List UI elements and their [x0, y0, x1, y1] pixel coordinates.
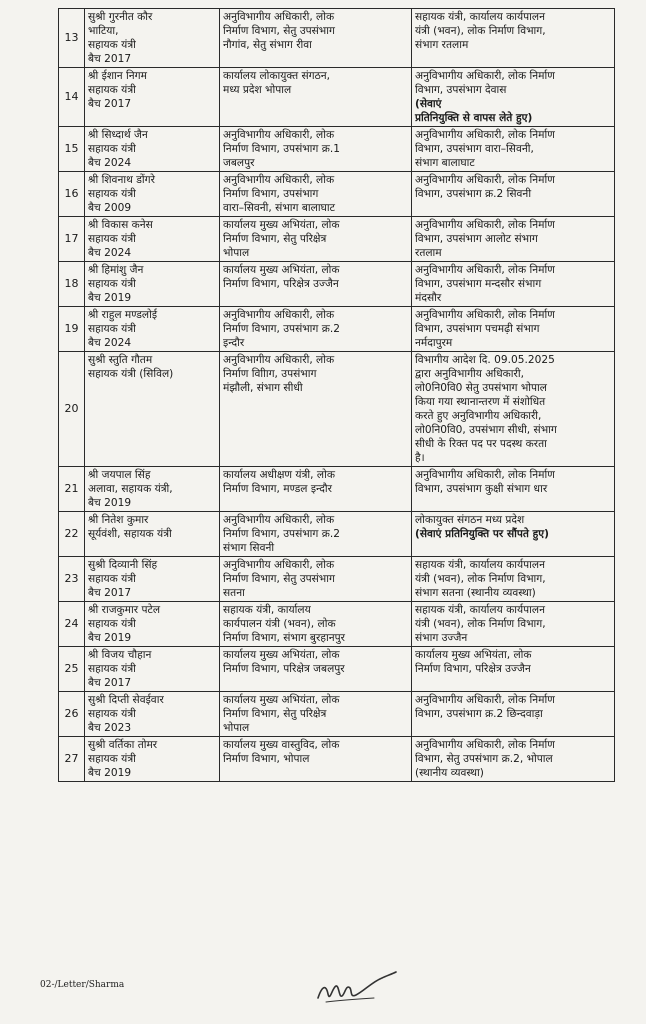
table-row [59, 737, 615, 782]
current-posting-cell [220, 217, 412, 262]
current-posting-cell [220, 647, 412, 692]
new-posting-cell-line: लो0नि0वि0 सेतु उपसंभाग भोपाल [415, 382, 547, 394]
current-posting-cell [220, 307, 412, 352]
current-posting-cell-line: अनुविभागीय अधिकारी, लोक [223, 559, 335, 571]
table-body [59, 9, 615, 782]
new-posting-cell-line: कार्यालय मुख्य अभियंता, लोक [415, 649, 532, 661]
current-posting-cell-line: निर्माण विभाग, सेतु उपसंभाग [223, 573, 335, 585]
new-posting-cell-line: किया गया स्थानान्तरण में संशोधित [415, 396, 546, 408]
new-posting-cell-line: सीधी के रिक्त पद पर पदस्थ करता [415, 438, 547, 450]
current-posting-cell-line: निर्माण विाीाग, उपसंभाग [223, 368, 317, 380]
new-posting-cell-line: यंत्री (भवन), लोक निर्माण विभाग, [415, 618, 546, 630]
current-posting-cell-line: निर्माण विभाग, संभाग बुरहानपुर [223, 632, 345, 644]
table-row [59, 9, 615, 68]
officer-name-cell-line: श्री विजय चौहान [88, 649, 152, 661]
table-row [59, 512, 615, 557]
officer-name-cell [85, 557, 220, 602]
new-posting-cell-line: निर्माण विभाग, परिक्षेत्र उज्जैन [415, 663, 531, 675]
serial-number: 19 [59, 307, 85, 352]
current-posting-cell-line: निर्माण विभाग, सेतु उपसंभाग [223, 25, 335, 37]
officer-name-cell [85, 217, 220, 262]
current-posting-cell-line: कार्यालय अधीक्षण यंत्री, लोक [223, 469, 335, 481]
new-posting-cell [412, 737, 615, 782]
current-posting-cell-line: कार्यालय मुख्य अभियंता, लोक [223, 694, 340, 706]
officer-name-cell [85, 307, 220, 352]
new-posting-cell-line: सहायक यंत्री, कार्यालय कार्यपालन [415, 604, 545, 616]
officer-name-cell-line: भाटिया, [88, 25, 119, 37]
officer-name-cell-line: सहायक यंत्री [88, 84, 136, 96]
officer-name-cell-line: श्री नितेश कुमार [88, 514, 149, 526]
current-posting-cell-line: जबलपुर [223, 157, 255, 169]
officer-name-cell [85, 9, 220, 68]
transfer-order-table [58, 8, 615, 782]
officer-name-cell-line: बैच 2024 [88, 337, 132, 349]
new-posting-cell [412, 602, 615, 647]
deputation-note: (सेवाएं [415, 98, 442, 110]
current-posting-cell-line: कार्यालय मुख्य वास्तुविद, लोक [223, 739, 340, 751]
table-row [59, 307, 615, 352]
new-posting-cell-line: अनुविभागीय अधिकारी, लोक निर्माण [415, 129, 555, 141]
new-posting-cell-line: करते हुए अनुविभागीय अधिकारी, [415, 410, 542, 422]
officer-name-cell-line: सहायक यंत्री [88, 323, 136, 335]
officer-name-cell-line: सहायक यंत्री [88, 708, 136, 720]
serial-number: 25 [59, 647, 85, 692]
serial-number: 15 [59, 127, 85, 172]
new-posting-cell-line: द्वारा अनुविभागीय अधिकारी, [415, 368, 524, 380]
officer-name-cell-line: सहायक यंत्री [88, 233, 136, 245]
new-posting-cell-line: संभाग बालाघाट [415, 157, 475, 169]
current-posting-cell-line: अनुविभागीय अधिकारी, लोक [223, 514, 335, 526]
serial-number: 13 [59, 9, 85, 68]
current-posting-cell-line: कार्यपालन यंत्री (भवन), लोक [223, 618, 336, 630]
new-posting-cell-line: विभाग, उपसंभाग क्र.2 सिवनी [415, 188, 532, 200]
serial-number: 14 [59, 68, 85, 127]
officer-name-cell-line: सहायक यंत्री [88, 618, 136, 630]
new-posting-cell-line: अनुविभागीय अधिकारी, लोक निर्माण [415, 70, 555, 82]
officer-name-cell-line: बैच 2009 [88, 202, 132, 214]
table-row [59, 217, 615, 262]
current-posting-cell-line: कार्यालय मुख्य अभियंता, लोक [223, 649, 340, 661]
officer-name-cell-line: बैच 2024 [88, 157, 132, 169]
new-posting-cell-line: नर्मदापुरम [415, 337, 453, 349]
new-posting-cell-line: अनुविभागीय अधिकारी, लोक निर्माण [415, 174, 555, 186]
officer-name-cell-line: अलावा, सहायक यंत्री, [88, 483, 173, 495]
officer-name-cell-line: सहायक यंत्री [88, 663, 136, 675]
current-posting-cell-line: भोपाल [223, 722, 250, 734]
serial-number: 21 [59, 467, 85, 512]
new-posting-cell-line: संभाग उज्जैन [415, 632, 468, 644]
current-posting-cell-line: निर्माण विभाग, भोपाल [223, 753, 310, 765]
officer-name-cell-line: बैच 2017 [88, 587, 132, 599]
officer-name-cell-line: सहायक यंत्री [88, 753, 136, 765]
new-posting-cell-line: विभाग, उपसंभाग आलोट संभाग [415, 233, 538, 245]
new-posting-cell-line: विभागीय आदेश दि. 09.05.2025 [415, 354, 555, 366]
current-posting-cell [220, 127, 412, 172]
current-posting-cell [220, 68, 412, 127]
officer-name-cell-line: सहायक यंत्री [88, 39, 136, 51]
officer-name-cell-line: बैच 2017 [88, 677, 132, 689]
officer-name-cell-line: सुश्री स्तुति गौतम [88, 354, 153, 366]
officer-name-cell-line: सहायक यंत्री [88, 573, 136, 585]
current-posting-cell-line: कार्यालय लोकायुक्त संगठन, [223, 70, 331, 82]
officer-name-cell-line: श्री शिवनाथ डोंगरे [88, 174, 155, 186]
current-posting-cell-line: निर्माण विभाग, परिक्षेत्र उज्जैन [223, 278, 339, 290]
new-posting-cell-line: है। [415, 452, 425, 464]
table-row [59, 127, 615, 172]
current-posting-cell-line: निर्माण विभाग, उपसंभाग क्र.1 [223, 143, 341, 155]
serial-number: 16 [59, 172, 85, 217]
current-posting-cell-line: अनुविभागीय अधिकारी, लोक [223, 354, 335, 366]
table-row [59, 602, 615, 647]
officer-name-cell [85, 737, 220, 782]
officer-name-cell-line: श्री राहुल मण्डलोई [88, 309, 158, 321]
new-posting-cell-line: अनुविभागीय अधिकारी, लोक निर्माण [415, 309, 555, 321]
current-posting-cell [220, 512, 412, 557]
officer-name-cell-line: सूर्यवंशी, सहायक यंत्री [88, 528, 172, 540]
officer-name-cell-line: बैच 2019 [88, 292, 132, 304]
new-posting-cell-line: विभाग, सेतु उपसंभाग क्र.2, भोपाल [415, 753, 553, 765]
current-posting-cell-line: अनुविभागीय अधिकारी, लोक [223, 129, 335, 141]
officer-name-cell-line: श्री हिमांशु जैन [88, 264, 144, 276]
signature-image [312, 968, 398, 1016]
officer-name-cell-line: बैच 2024 [88, 247, 132, 259]
deputation-note: (सेवाएं प्रतिनियुक्ति पर सौंपते हुए) [415, 528, 549, 540]
serial-number: 23 [59, 557, 85, 602]
new-posting-cell-line: अनुविभागीय अधिकारी, लोक निर्माण [415, 219, 555, 231]
new-posting-cell-line: यंत्री (भवन), लोक निर्माण विभाग, [415, 573, 546, 585]
table-row [59, 172, 615, 217]
new-posting-cell-line: संभाग सतना (स्थानीय व्यवस्था) [415, 587, 536, 599]
serial-number: 22 [59, 512, 85, 557]
officer-name-cell-line: सुश्री दिप्ती सेवईवार [88, 694, 164, 706]
new-posting-cell-line: लो0नि0वि0, उपसंभाग सीधी, संभाग [415, 424, 557, 436]
new-posting-cell [412, 352, 615, 467]
officer-name-cell-line: सुश्री गुरनीत कौर [88, 11, 153, 23]
current-posting-cell [220, 692, 412, 737]
serial-number: 27 [59, 737, 85, 782]
current-posting-cell [220, 262, 412, 307]
new-posting-cell-line: विभाग, उपसंभाग वारा–सिवनी, [415, 143, 534, 155]
current-posting-cell-line: भोपाल [223, 247, 250, 259]
officer-name-cell-line: सुश्री वर्तिका तोमर [88, 739, 158, 751]
current-posting-cell-line: निर्माण विभाग, सेतु परिक्षेत्र [223, 233, 327, 245]
current-posting-cell-line: कार्यालय मुख्य अभियंता, लोक [223, 264, 340, 276]
officer-name-cell-line: श्री राजकुमार पटेल [88, 604, 161, 616]
serial-number: 20 [59, 352, 85, 467]
new-posting-cell-line: विभाग, उपसंभाग क्र.2 छिन्दवाड़ा [415, 708, 543, 720]
current-posting-cell-line: सहायक यंत्री, कार्यालय [223, 604, 311, 616]
new-posting-cell [412, 68, 615, 127]
new-posting-cell-line: विभाग, उपसंभाग कुक्षी संभाग धार [415, 483, 548, 495]
officer-name-cell [85, 692, 220, 737]
new-posting-cell-line: विभाग, उपसंभाग पचमढ़ी संभाग [415, 323, 540, 335]
current-posting-cell-line: संभाग सिवनी [223, 542, 275, 554]
officer-name-cell-line: बैच 2019 [88, 632, 132, 644]
table-row [59, 692, 615, 737]
new-posting-cell-line: संभाग रतलाम [415, 39, 469, 51]
officer-name-cell-line: श्री ईशान निगम [88, 70, 147, 82]
current-posting-cell-line: निर्माण विभाग, मण्डल इन्दौर [223, 483, 333, 495]
current-posting-cell-line: कार्यालय मुख्य अभियंता, लोक [223, 219, 340, 231]
new-posting-cell-line: विभाग, उपसंभाग मन्दसौर संभाग [415, 278, 542, 290]
officer-name-cell-line: सहायक यंत्री (सिविल) [88, 368, 174, 380]
current-posting-cell [220, 602, 412, 647]
new-posting-cell-line: अनुविभागीय अधिकारी, लोक निर्माण [415, 264, 555, 276]
new-posting-cell-line: (स्थानीय व्यवस्था) [415, 767, 484, 779]
current-posting-cell-line: निर्माण विभाग, उपसंभाग [223, 188, 319, 200]
current-posting-cell [220, 9, 412, 68]
serial-number: 18 [59, 262, 85, 307]
new-posting-cell-line: अनुविभागीय अधिकारी, लोक निर्माण [415, 739, 555, 751]
officer-name-cell-line: श्री सिध्दार्थ जैन [88, 129, 148, 141]
officer-name-cell-line: बैच 2023 [88, 722, 132, 734]
current-posting-cell-line: निर्माण विभाग, उपसंभाग क्र.2 [223, 528, 341, 540]
new-posting-cell-line: लोकायुक्त संगठन मध्य प्रदेश [415, 514, 525, 526]
current-posting-cell-line: निर्माण विभाग, उपसंभाग क्र.2 [223, 323, 341, 335]
officer-name-cell-line: सहायक यंत्री [88, 188, 136, 200]
officer-name-cell [85, 172, 220, 217]
officer-name-cell [85, 127, 220, 172]
serial-number: 26 [59, 692, 85, 737]
table-row [59, 262, 615, 307]
current-posting-cell-line: मंझौली, संभाग सीधी [223, 382, 303, 394]
new-posting-cell-line: विभाग, उपसंभाग देवास [415, 84, 507, 96]
table-row [59, 352, 615, 467]
serial-number: 17 [59, 217, 85, 262]
current-posting-cell [220, 172, 412, 217]
new-posting-cell-line: मंदसौर [415, 292, 442, 304]
officer-name-cell [85, 512, 220, 557]
new-posting-cell-line: सहायक यंत्री, कार्यालय कार्यपालन [415, 11, 545, 23]
officer-name-cell [85, 467, 220, 512]
new-posting-cell [412, 557, 615, 602]
new-posting-cell-line: रतलाम [415, 247, 442, 259]
officer-name-cell [85, 647, 220, 692]
new-posting-cell [412, 217, 615, 262]
current-posting-cell-line: इन्दौर [223, 337, 245, 349]
officer-name-cell-line: बैच 2017 [88, 98, 132, 110]
deputation-note: प्रतिनियुक्ति से वापस लेते हुए) [415, 112, 533, 124]
officer-name-cell-line: बैच 2017 [88, 53, 132, 65]
current-posting-cell-line: निर्माण विभाग, परिक्षेत्र जबलपुर [223, 663, 345, 675]
current-posting-cell-line: अनुविभागीय अधिकारी, लोक [223, 309, 335, 321]
officer-name-cell [85, 68, 220, 127]
current-posting-cell-line: अनुविभागीय अधिकारी, लोक [223, 174, 335, 186]
officer-name-cell [85, 352, 220, 467]
new-posting-cell [412, 307, 615, 352]
officer-name-cell-line: सहायक यंत्री [88, 143, 136, 155]
new-posting-cell [412, 512, 615, 557]
current-posting-cell [220, 467, 412, 512]
new-posting-cell-line: सहायक यंत्री, कार्यालय कार्यपालन [415, 559, 545, 571]
current-posting-cell-line: निर्माण विभाग, सेतु परिक्षेत्र [223, 708, 327, 720]
officer-name-cell-line: बैच 2019 [88, 767, 132, 779]
new-posting-cell-line: यंत्री (भवन), लोक निर्माण विभाग, [415, 25, 546, 37]
officer-name-cell-line: बैच 2019 [88, 497, 132, 509]
officer-name-cell [85, 262, 220, 307]
officer-name-cell-line: श्री जयपाल सिंह [88, 469, 151, 481]
current-posting-cell-line: सतना [223, 587, 245, 599]
current-posting-cell-line: नौगांव, सेतु संभाग रीवा [223, 39, 312, 51]
letter-reference: 02-/Letter/Sharma [40, 980, 125, 990]
officer-name-cell-line: श्री विकास कनेस [88, 219, 153, 231]
table-row [59, 68, 615, 127]
current-posting-cell-line: अनुविभागीय अधिकारी, लोक [223, 11, 335, 23]
officer-name-cell [85, 602, 220, 647]
table-row [59, 467, 615, 512]
new-posting-cell [412, 172, 615, 217]
serial-number: 24 [59, 602, 85, 647]
current-posting-cell-line: मध्य प्रदेश भोपाल [223, 84, 292, 96]
current-posting-cell-line: वारा–सिवनी, संभाग बालाघाट [223, 202, 335, 214]
new-posting-cell-line: अनुविभागीय अधिकारी, लोक निर्माण [415, 694, 555, 706]
new-posting-cell [412, 9, 615, 68]
new-posting-cell [412, 647, 615, 692]
new-posting-cell [412, 692, 615, 737]
new-posting-cell [412, 127, 615, 172]
current-posting-cell [220, 557, 412, 602]
new-posting-cell-line: अनुविभागीय अधिकारी, लोक निर्माण [415, 469, 555, 481]
officer-name-cell-line: सहायक यंत्री [88, 278, 136, 290]
current-posting-cell [220, 737, 412, 782]
table-row [59, 557, 615, 602]
new-posting-cell [412, 262, 615, 307]
table-row [59, 647, 615, 692]
current-posting-cell [220, 352, 412, 467]
officer-name-cell-line: सुश्री दिव्यानी सिंह [88, 559, 158, 571]
new-posting-cell [412, 467, 615, 512]
